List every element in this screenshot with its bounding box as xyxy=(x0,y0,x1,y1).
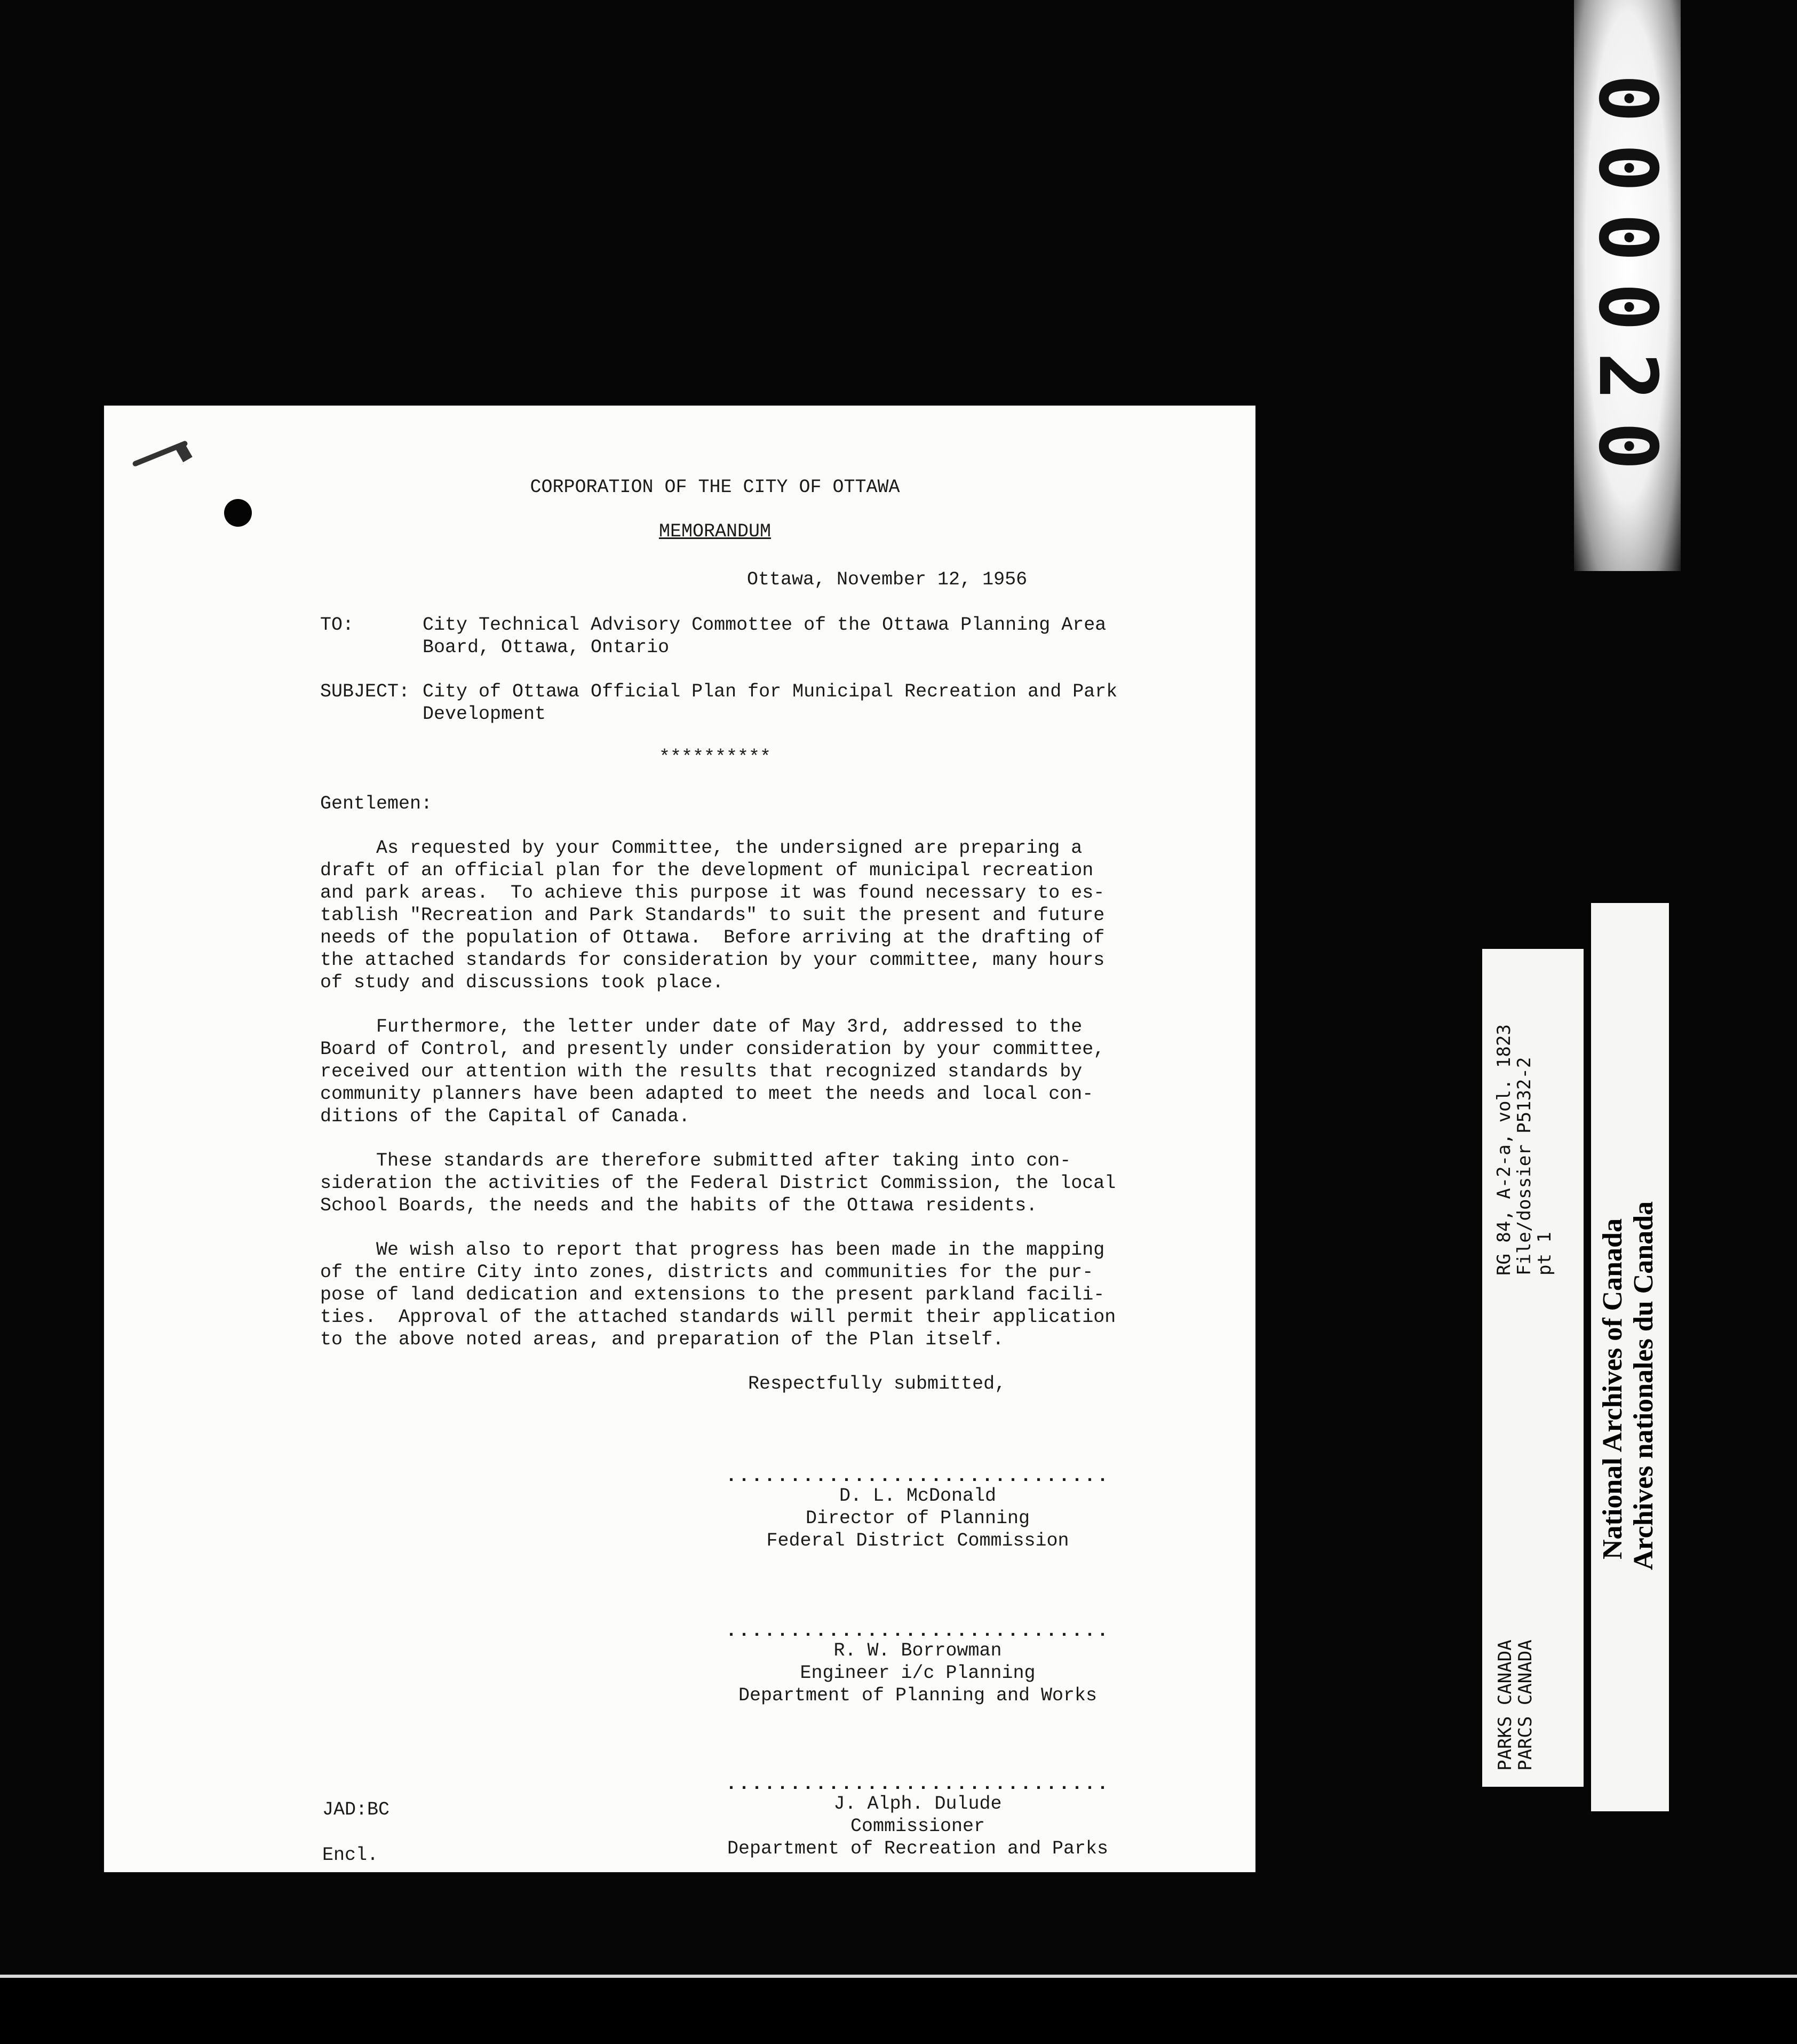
signatory-title: Commissioner xyxy=(850,1816,985,1837)
frame-number: 000020 xyxy=(1581,74,1674,492)
signatory-title: Director of Planning xyxy=(805,1508,1030,1529)
film-frame-border xyxy=(0,1975,1797,2044)
film-frame-counter xyxy=(1574,0,1681,571)
reference-line-1: RG 84, A-2-a, vol. 1823 xyxy=(1493,1024,1515,1275)
closing: Respectfully submitted, xyxy=(748,1373,1006,1395)
subject-label: SUBJECT: xyxy=(320,681,410,702)
separator: ********** xyxy=(658,747,772,768)
paragraph-line: and park areas. To achieve this purpose it was found necessary to es- xyxy=(320,882,1105,904)
agency-en: PARKS CANADA xyxy=(1494,1639,1516,1771)
paragraph-line: Furthermore, the letter under date of May 3rd, addressed to the xyxy=(320,1016,1083,1037)
signatory-org: Department of Recreation and Parks xyxy=(727,1838,1109,1859)
signatory-title: Engineer i/c Planning xyxy=(800,1662,1036,1684)
paragraph-line: of study and discussions took place. xyxy=(320,972,724,993)
signature-line: .............................. xyxy=(725,1773,1110,1795)
signatory-name: D. L. McDonald xyxy=(839,1485,997,1507)
paragraph-line: needs of the population of Ottawa. Before arriving at the drafting of xyxy=(320,927,1105,948)
subject-line-1: City of Ottawa Official Plan for Municipal Recreation and Park xyxy=(423,681,1118,702)
paragraph-line: We wish also to report that progress has been made in the mapping xyxy=(320,1239,1105,1261)
to-line-2: Board, Ottawa, Ontario xyxy=(423,637,670,658)
national-archives-label xyxy=(1591,903,1669,1811)
paragraph-line: the attached standards for consideration by your committee, many hours xyxy=(320,949,1105,971)
reference-line-3: pt 1 xyxy=(1534,1232,1555,1275)
parks-canada-label xyxy=(1482,949,1584,1787)
paragraph-line: pose of land dedication and extensions to the present parkland facili- xyxy=(320,1284,1105,1305)
signature-line: .............................. xyxy=(725,1465,1110,1487)
paragraph-line: ditions of the Capital of Canada. xyxy=(320,1106,690,1127)
memo-organization: CORPORATION OF THE CITY OF OTTAWA xyxy=(530,477,900,498)
paragraph-line: School Boards, the needs and the habits of the Ottawa residents. xyxy=(320,1195,1038,1216)
paragraph-line: As requested by your Committee, the undersigned are preparing a xyxy=(320,837,1083,859)
signatory-org: Department of Planning and Works xyxy=(738,1685,1098,1706)
signatory-name: J. Alph. Dulude xyxy=(833,1793,1002,1815)
paragraph-line: to the above noted areas, and preparation of the Plan itself. xyxy=(320,1329,1004,1350)
memo-doc-type: MEMORANDUM xyxy=(658,521,772,542)
paragraph-line: community planners have been adapted to meet the needs and local con- xyxy=(320,1083,1094,1105)
agency-fr: PARCS CANADA xyxy=(1515,1639,1536,1771)
archives-fr: Archives nationales du Canada xyxy=(1628,1201,1659,1570)
paragraph-line: received our attention with the results that recognized standards by xyxy=(320,1061,1083,1082)
signatory-org: Federal District Commission xyxy=(766,1530,1069,1551)
paragraph-line: tablish "Recreation and Park Standards" to suit the present and future xyxy=(320,905,1105,926)
punch-hole xyxy=(224,499,252,527)
paragraph-line: ties. Approval of the attached standards will permit their application xyxy=(320,1306,1116,1328)
to-label: TO: xyxy=(320,614,354,636)
enclosure-note: Encl. xyxy=(322,1844,379,1866)
reference-line-2: File/dossier P5132-2 xyxy=(1514,1057,1535,1275)
paragraph-line: These standards are therefore submitted after taking into con- xyxy=(320,1150,1071,1171)
signature-line: .............................. xyxy=(725,1620,1110,1642)
archives-en: National Archives of Canada xyxy=(1597,1218,1628,1559)
signatory-name: R. W. Borrowman xyxy=(833,1640,1002,1661)
paragraph-line: draft of an official plan for the development of municipal recreation xyxy=(320,860,1094,881)
paragraph-line: Board of Control, and presently under consideration by your committee, xyxy=(320,1039,1105,1060)
paragraph-line: of the entire City into zones, districts and communities for the pur- xyxy=(320,1262,1094,1283)
salutation: Gentlemen: xyxy=(320,793,433,814)
memo-date: Ottawa, November 12, 1956 xyxy=(747,569,1028,590)
paragraph-line: sideration the activities of the Federal District Commission, the local xyxy=(320,1172,1116,1194)
subject-line-2: Development xyxy=(423,703,546,725)
to-line-1: City Technical Advisory Commottee of the Ottawa Planning Area xyxy=(423,614,1107,636)
typist-initials: JAD:BC xyxy=(322,1799,390,1820)
